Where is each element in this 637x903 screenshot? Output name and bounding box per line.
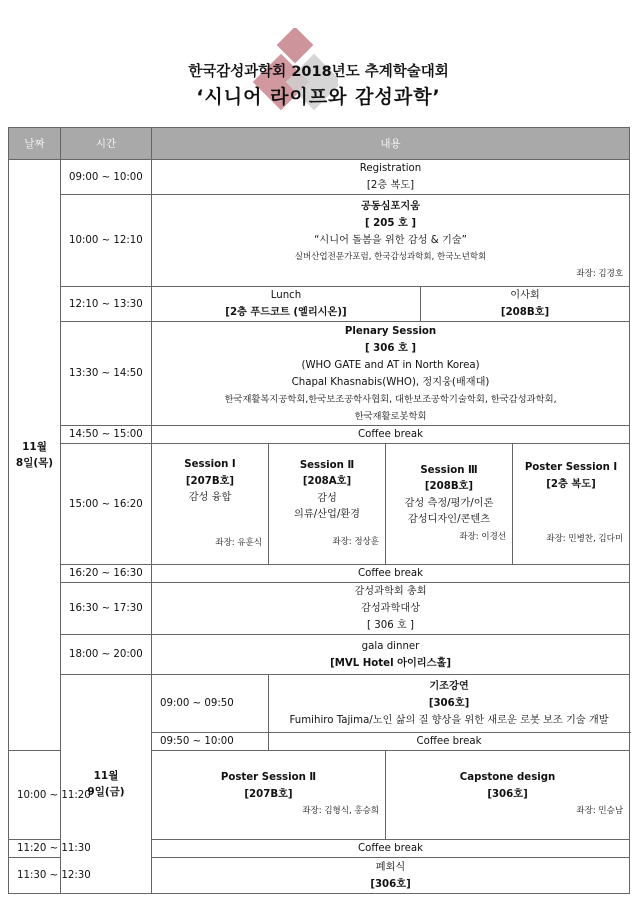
session-topic: 감성 융합 <box>188 492 232 503</box>
column-header-time: 시간 <box>61 128 152 160</box>
time-cell: 12:10 ~ 13:30 <box>61 287 152 322</box>
session-room: [207B호] <box>244 788 293 800</box>
session-room: [306호] <box>487 788 528 800</box>
session-title: Session Ⅱ <box>299 459 355 471</box>
session-topic-2: 감성디자인/콘텐츠 <box>407 514 491 526</box>
coffee-break-cell: Coffee break <box>152 565 630 583</box>
day-month: 11월 <box>22 441 47 453</box>
session-chair: 좌장: 민승남 <box>576 806 624 817</box>
event-topic: Fumihiro Tajima/노인 삶의 질 향상을 위한 새로운 로봇 보조 기술 개발 <box>289 715 609 726</box>
time-cell: 16:20 ~ 16:30 <box>61 565 152 583</box>
session-topic: 감성 측정/평가/이론 <box>404 497 494 509</box>
coffee-break-cell: Coffee break <box>269 733 630 751</box>
time-cell: 15:00 ~ 16:20 <box>61 444 152 565</box>
event-topic: “시니어 돌봄을 위한 감성 & 기술” <box>314 235 467 246</box>
registration-cell <box>152 160 630 195</box>
column-header-date: 날짜 <box>9 128 61 160</box>
event-room: [306호] <box>370 878 411 890</box>
session-title: Session Ⅲ <box>420 464 478 476</box>
session-3-cell <box>386 444 513 565</box>
time-cell: 11:30 ~ 12:30 <box>9 858 61 894</box>
time-cell: 11:20 ~ 11:30 <box>9 840 61 858</box>
table-row <box>9 195 630 287</box>
lunch-cell <box>152 287 421 322</box>
time-cell: 10:00 ~ 11:20 <box>9 751 61 840</box>
day-month: 11월 <box>93 770 119 782</box>
time-cell: 14:50 ~ 15:00 <box>61 426 152 444</box>
general-assembly-cell <box>152 583 630 635</box>
event-room: [2층 복도] <box>366 180 415 191</box>
event-topic: (WHO GATE and AT in North Korea) <box>301 359 480 371</box>
event-organizers-cont: 한국재활로봇학회 <box>354 410 427 422</box>
gala-dinner-cell <box>152 635 630 675</box>
plenary-session-cell <box>152 322 630 426</box>
session-title: Poster Session Ⅰ <box>524 462 618 474</box>
session-room: [208B호] <box>424 481 474 493</box>
table-row <box>9 583 630 635</box>
event-room: [2층 푸드코트 (엘리시온)] <box>225 307 347 318</box>
keynote-cell <box>269 675 630 733</box>
table-row <box>9 635 630 675</box>
conference-title: 한국감성과학회 2018년도 추계학술대회 <box>188 64 449 80</box>
session-topic-2: 의류/산업/환경 <box>294 509 360 521</box>
event-organizers: 실버산업전문가포럼, 한국감성과학회, 한국노년학회 <box>294 252 487 262</box>
joint-symposium-cell <box>152 195 630 287</box>
table-row <box>9 322 630 426</box>
event-title: gala dinner <box>361 640 420 652</box>
event-title: 폐회식 <box>375 861 406 873</box>
conference-theme: ‘시니어 라이프와 감성과학’ <box>196 86 441 108</box>
session-chair: 좌장: 유훈식 <box>215 537 262 548</box>
session-chair: 좌장: 정상훈 <box>332 536 379 547</box>
poster-session-2-cell <box>152 751 386 840</box>
session-title: Poster Session Ⅱ <box>220 772 317 784</box>
event-chair: 좌장: 김경호 <box>576 269 624 279</box>
event-speakers: Chapal Khasnabis(WHO), 정지웅(배재대) <box>291 376 490 388</box>
board-meeting-cell <box>421 287 630 322</box>
capstone-design-cell <box>386 751 630 840</box>
time-cell: 16:30 ~ 17:30 <box>61 583 152 635</box>
time-cell: 18:00 ~ 20:00 <box>61 635 152 675</box>
session-room: [208A호] <box>302 476 352 488</box>
session-room: [207B호] <box>185 475 235 487</box>
event-room: [ 205 호 ] <box>364 218 417 229</box>
event-title: 공동심포지움 <box>361 201 421 212</box>
table-row <box>9 675 630 733</box>
event-title: 기조강연 <box>429 681 469 692</box>
event-room: [306호] <box>428 698 470 709</box>
day-date: 9일(금) <box>87 786 125 798</box>
schedule-table <box>8 127 630 894</box>
table-row <box>9 426 630 444</box>
coffee-break-cell: Coffee break <box>152 840 630 858</box>
event-organizers: 한국재활복지공학회,한국보조공학사협회, 대한보조공학기술학회, 한국감성과학회, <box>224 393 557 405</box>
session-2-cell <box>269 444 386 565</box>
table-row <box>9 160 630 195</box>
time-cell: 09:50 ~ 10:00 <box>152 733 269 751</box>
session-chair: 좌장: 민병찬, 김다미 <box>546 534 624 545</box>
event-room: [208B호] <box>500 307 550 318</box>
day-date: 8일(목) <box>15 457 54 469</box>
coffee-break-cell: Coffee break <box>152 426 630 444</box>
event-title: 감성과학회 총회 <box>354 586 427 597</box>
time-cell: 09:00 ~ 10:00 <box>61 160 152 195</box>
time-cell: 10:00 ~ 12:10 <box>61 195 152 287</box>
column-header-content: 내용 <box>152 128 630 160</box>
poster-session-1-cell <box>513 444 630 565</box>
event-title: 이사회 <box>510 290 540 301</box>
day-cell-1 <box>9 160 61 751</box>
event-room: [MVL Hotel 아이리스홀] <box>330 657 451 669</box>
session-title: Capstone design <box>459 772 556 784</box>
closing-ceremony-cell <box>152 858 630 894</box>
event-title: Lunch <box>270 290 302 301</box>
session-title: Session Ⅰ <box>184 459 236 470</box>
day-cell-2 <box>61 675 152 894</box>
event-room: [ 306 호 ] <box>367 620 414 631</box>
session-1-cell <box>152 444 269 565</box>
event-award: 감성과학대상 <box>361 603 421 614</box>
event-title: Plenary Session <box>344 325 437 337</box>
event-room: [ 306 호 ] <box>364 342 417 354</box>
table-row <box>9 287 630 322</box>
table-row <box>9 444 630 565</box>
session-room: [2층 복도] <box>546 478 596 490</box>
session-topic: 감성 <box>317 492 337 504</box>
time-cell: 13:30 ~ 14:50 <box>61 322 152 426</box>
table-row <box>9 565 630 583</box>
session-chair: 좌장: 김형식, 홍승희 <box>302 806 379 817</box>
event-title: Registration <box>359 163 422 174</box>
time-cell: 09:00 ~ 09:50 <box>152 675 269 733</box>
session-chair: 좌장: 이경선 <box>459 531 506 542</box>
table-header-row <box>9 128 630 160</box>
